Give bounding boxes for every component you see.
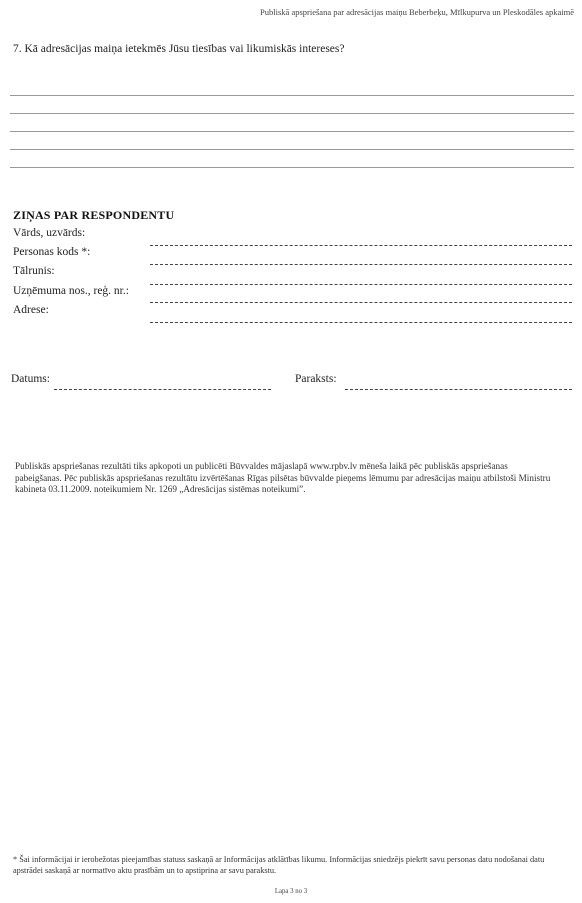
company-field[interactable] [150, 302, 572, 303]
answer-line[interactable] [10, 167, 574, 168]
signature-field[interactable] [345, 389, 572, 390]
privacy-footnote: * Šai informācijai ir ierobežotas pieejamības statuss saskaņā ar Informācijas atklātības likumu. Informācijas sniedzējs piekrīt savu personas datu nodošanai datu apstrādei saskaņā ar normatīvo aktu prasībām un to apstiprina ar savu parakstu. [13, 855, 545, 875]
address-label: Adrese: [13, 304, 49, 316]
company-label: Uzņēmuma nos., reģ. nr.: [13, 285, 129, 297]
date-label: Datums: [11, 373, 50, 385]
phone-field[interactable] [150, 284, 572, 285]
personal-code-field[interactable] [150, 264, 572, 265]
answer-line[interactable] [10, 113, 574, 114]
personal-code-label: Personas kods *: [13, 246, 91, 258]
date-field[interactable] [54, 389, 271, 390]
phone-label: Tālrunis: [13, 265, 55, 277]
address-field[interactable] [150, 322, 572, 323]
answer-line[interactable] [10, 131, 574, 132]
respondent-section-title: ZIŅAS PAR RESPONDENTU [13, 208, 175, 222]
question-7: 7. Kā adresācijas maiņa ietekmēs Jūsu tiesības vai likumiskās intereses? [13, 43, 345, 55]
running-header: Publiskā apspriešana par adresācijas maiņu Beberbeķu, Mīlkupurva un Pleskodāles apkaimē [260, 7, 574, 17]
results-note: Publiskās apspriešanas rezultāti tiks apkopoti un publicēti Būvvaldes mājaslapā www.rpbv.lv mēneša laikā pēc publiskās apspriešanas pabeigšanas. Pēc publiskās apspriešanas rezultātu izvērtēšanas Rīgas pilsētas būvvalde pieņems lēmumu par adresācijas maiņu atbilstoši Ministru kabineta 03.11.2009. noteikumiem Nr. 1269 „Adresācijas sistēmas noteikumi”. [15, 461, 551, 494]
name-label: Vārds, uzvārds: [13, 227, 86, 239]
page-number: Lapa 3 no 3 [274, 888, 308, 895]
answer-line[interactable] [10, 95, 574, 96]
signature-label: Paraksts: [295, 373, 337, 385]
answer-line[interactable] [10, 149, 574, 150]
name-field[interactable] [150, 245, 572, 246]
